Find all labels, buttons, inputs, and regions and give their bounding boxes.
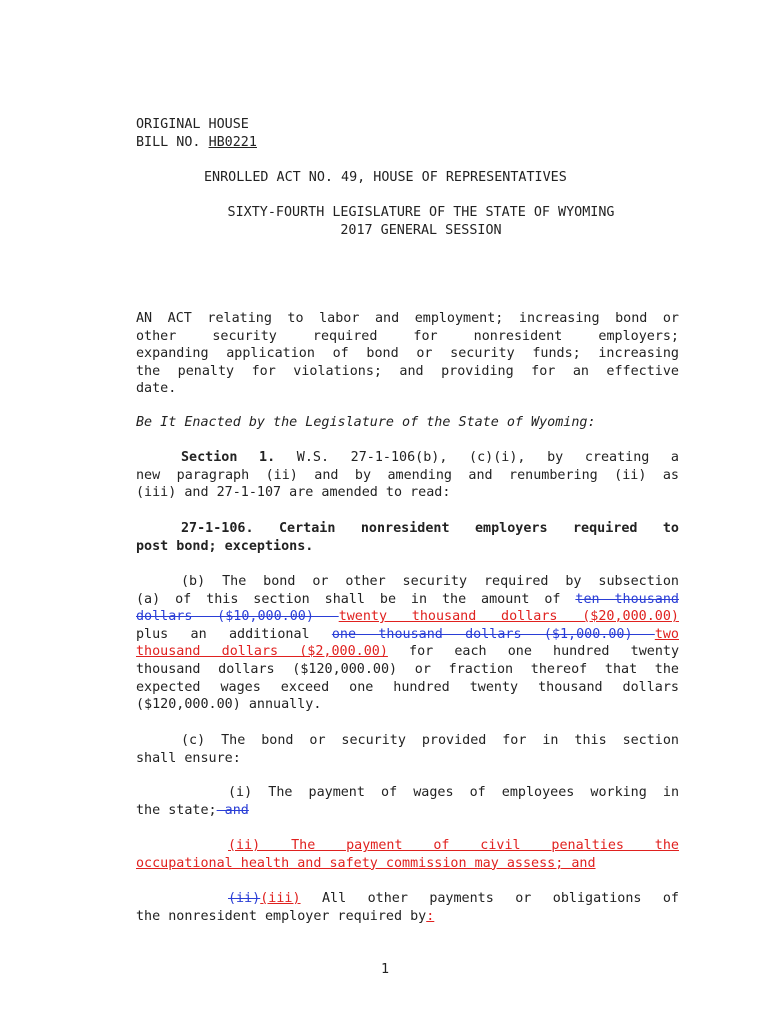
bill-number-line: [136, 134, 679, 152]
subsection-b-line: thousand dollars ($120,000.00) or fraction thereof that the: [136, 661, 679, 677]
session-line: 2017 GENERAL SESSION: [340, 222, 502, 238]
bill-number-prefix: BILL NO.: [136, 134, 209, 150]
paragraph-c-i-line: the state; and: [136, 802, 249, 818]
subsection-b-line: plus an additional one thousand dollars ($1,000.00) two: [136, 626, 679, 642]
paragraph-c-ii: [136, 837, 679, 872]
statute-heading: [136, 520, 679, 555]
paragraph-c-iii: [136, 890, 679, 925]
deleted-text: (ii): [228, 891, 261, 906]
subsection-c-line: shall ensure:: [136, 750, 241, 766]
subsection-b-line: expected wages exceed one hundred twenty thousand dollars: [136, 679, 679, 695]
bill-header: [136, 116, 679, 151]
section-1-line: new paragraph (ii) and by amending and renumbering (ii) as: [136, 467, 679, 483]
statute-heading-line: 27-1-106. Certain nonresident employers required to: [181, 521, 679, 536]
inserted-text: two: [654, 626, 679, 642]
deleted-text: ten thousand: [575, 591, 679, 607]
title-line: date.: [136, 381, 177, 397]
deleted-text: one thousand dollars ($1,000.00): [331, 626, 655, 642]
title-line: the penalty for violations; and providing for an effective: [136, 363, 679, 379]
inserted-text: occupational health and safety commission may assess; and: [136, 855, 596, 871]
subsection-b-line: thousand dollars ($2,000.00) for each one hundred twenty: [136, 644, 680, 660]
deleted-text: dollars ($10,000.00): [136, 609, 339, 625]
section-1-label: Section 1.: [181, 450, 276, 465]
page-number: 1: [380, 962, 390, 977]
subsection-c-line: (c) The bond or security provided for in this section: [181, 733, 679, 748]
title-line: AN ACT relating to labor and employment; increasing bond or: [136, 311, 679, 326]
original-house-label: ORIGINAL HOUSE: [136, 117, 249, 132]
subsection-b-line: [136, 608, 679, 626]
enacting-clause: Be It Enacted by the Legislature of the State of Wyoming:: [136, 415, 596, 430]
bill-number: HB0221: [208, 134, 257, 150]
paragraph-c-i: [136, 784, 679, 819]
act-title: [136, 310, 679, 398]
deleted-text: and: [216, 802, 249, 818]
subsection-b: [136, 573, 679, 714]
subsection-b-line: (b) The bond or other security required by subsection: [181, 574, 679, 589]
legislature-line: SIXTY-FOURTH LEGISLATURE OF THE STATE OF WYOMING: [227, 205, 615, 220]
section-1-line: (iii) and 27-1-107 are amended to read:: [136, 485, 451, 501]
title-line: other security required for nonresident employers;: [136, 328, 679, 344]
paragraph-c-i-line: (i) The payment of wages of employees working in: [228, 785, 679, 800]
section-1-line: Section 1. W.S. 27-1-106(b), (c)(i), by creating a: [181, 450, 679, 465]
inserted-text: (ii) The payment of civil penalties the: [228, 838, 679, 853]
enrolled-act-line: ENROLLED ACT NO. 49, HOUSE OF REPRESENTATIVES: [204, 170, 567, 185]
subsection-b-line: ($120,000.00) annually.: [136, 697, 322, 713]
statute-heading-line: post bond; exceptions.: [136, 538, 314, 554]
inserted-text: twenty thousand dollars ($20,000.00): [338, 609, 679, 625]
inserted-text: (iii): [260, 891, 301, 906]
legislature-heading: [136, 204, 706, 239]
paragraph-c-iii-line: (ii)(iii) All other payments or obligations of: [228, 891, 679, 906]
subsection-c: [136, 732, 679, 767]
inserted-text: :: [426, 908, 435, 924]
subsection-b-line: (a) of this section shall be in the amount of ten thousand: [136, 591, 679, 607]
section-1: [136, 449, 679, 502]
title-line: expanding application of bond or security funds; increasing: [136, 346, 679, 362]
paragraph-c-iii-line: the nonresident employer required by:: [136, 908, 435, 924]
inserted-text: thousand dollars ($2,000.00): [136, 644, 388, 660]
